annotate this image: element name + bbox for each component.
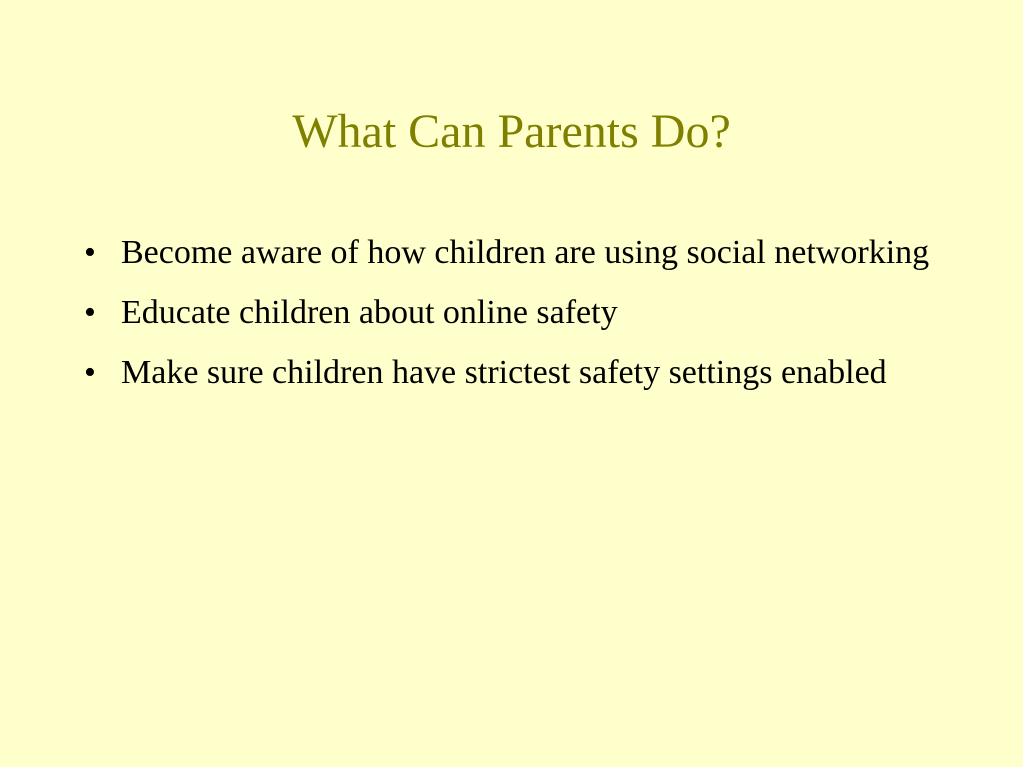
bullet-dot-icon: • [84, 294, 96, 331]
bullet-item [84, 349, 954, 397]
bullet-text: Educate children about online safety [121, 294, 618, 331]
bullet-dot-icon: • [84, 234, 96, 271]
bullet-text: Make sure children have strictest safety settings enabled [121, 354, 887, 391]
slide-title: What Can Parents Do? [292, 105, 731, 158]
bullet-text: Become aware of how children are using social networking [121, 234, 930, 271]
bullet-list [84, 229, 954, 409]
bullet-dot-icon: • [84, 354, 96, 391]
bullet-item [84, 229, 954, 277]
bullet-item [84, 289, 954, 337]
